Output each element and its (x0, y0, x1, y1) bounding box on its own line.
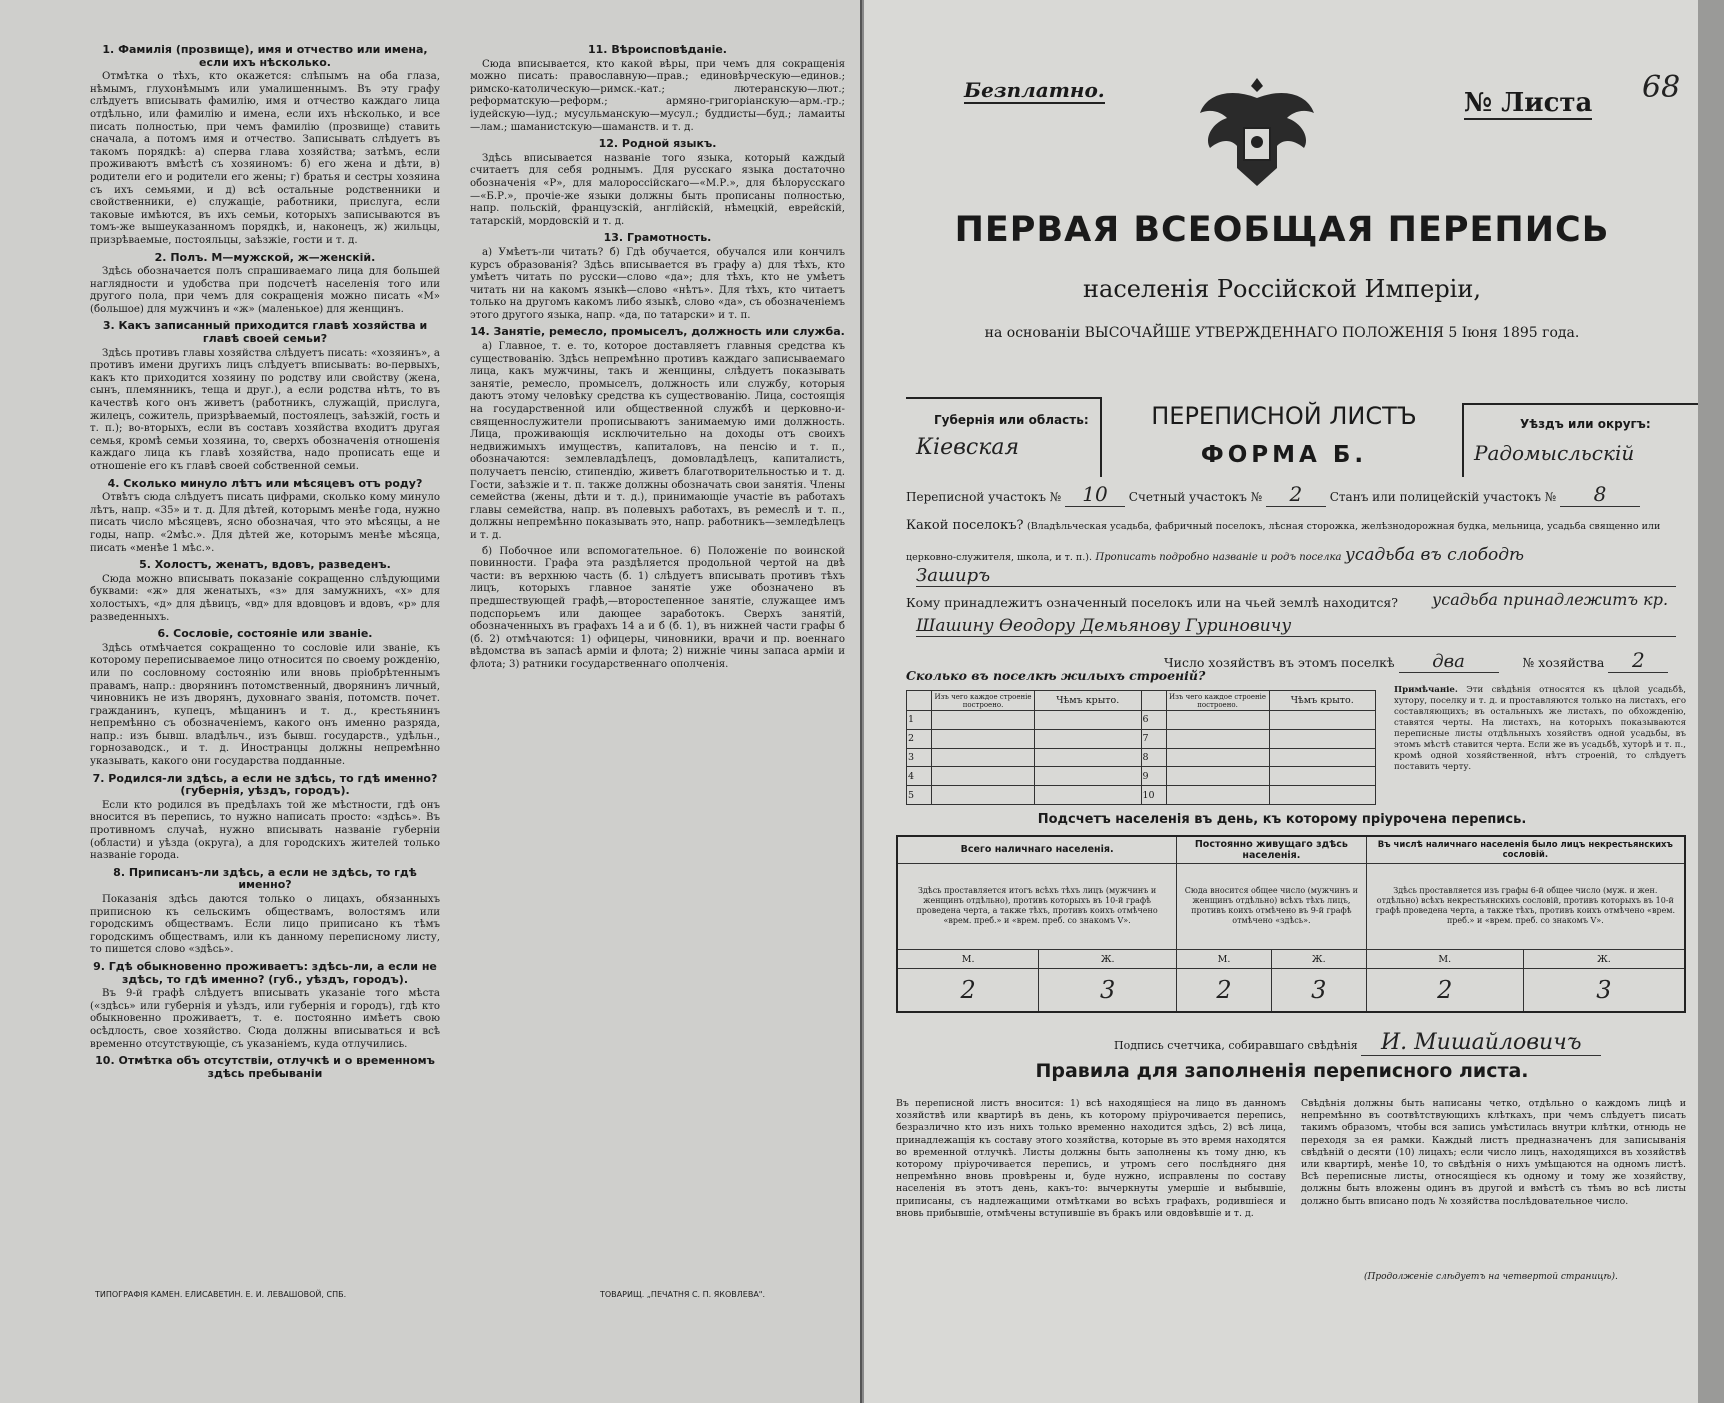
districts-line (906, 482, 1696, 507)
census-basis: на основаніи ВЫСОЧАЙШЕ УТВЕРЖДЕННАГО ПОЛОЖЕНІЯ 5 Іюня 1895 года. (984, 325, 1580, 341)
form-subtitle: ФОРМА Б. (1200, 442, 1368, 468)
instruction-heading: 3. Какъ записанный приходится главѣ хозяйства и главѣ своей семьи? (102, 319, 428, 346)
resident-male: 2 (1177, 969, 1272, 1012)
stan-value: 8 (1560, 482, 1640, 507)
buildings-note: Примѣчаніе. Эти свѣдѣнія относятся къ цѣлой усадьбѣ, хутору, поселку и т. д. и проставляются только на листахъ, его составляющихъ; въ остальныхъ же листахъ, по обхожденію, ставятся черты. На листахъ, на которыхъ показываются переписные листы отдѣльныхъ хозяйствъ одной усадьбы, въ этомъ мѣстѣ ставится черта. Если же въ усадьбѣ, хуторѣ и т. п., кромѣ одной хозяйственной, нѣтъ строеній, то слѣдуетъ поставить черту. (1394, 685, 1687, 772)
instruction-heading: 11. Вѣроисповѣданіе. (588, 43, 727, 56)
instruction-heading: 14. Занятіе, ремесло, промыселъ, должность или служба. (470, 325, 845, 339)
count-district-value: 2 (1266, 482, 1326, 507)
instruction-heading: 8. Приписанъ-ли здѣсь, а если не здѣсь, то гдѣ именно? (113, 865, 417, 892)
instruction-text: Показанія здѣсь даются только о лицахъ, обязанныхъ приписною къ сельскимъ обществамъ, волостямъ или городскимъ обществамъ. Если лицо приписано къ тѣмъ городскимъ обществамъ, или къ данному переписному листу, то пишется слово «здѣсь». (90, 894, 440, 956)
instruction-heading: 10. Отмѣтка объ отсутствіи, отлучкѣ и о временномъ здѣсь пребываніи (95, 1054, 435, 1080)
buildings-question: Сколько въ поселкѣ жилыхъ строеній? (906, 668, 1206, 683)
buildings-table: Изъ чего каждое строеніе построено. Чѣмъ крыто. Изъ чего каждое строеніе построено. Чѣмъ крыто. 1 6 2 7 3 8 4 9 5 10 (906, 690, 1376, 805)
census-subtitle: населенія Россійской Имперіи, (1083, 275, 1481, 303)
instruction-heading: 9. Гдѣ обыкновенно проживаетъ: здѣсь-ли, а если не здѣсь, то гдѣ именно? (губ., уѣздъ, городъ). (93, 959, 437, 986)
population-table: Всего наличнаго населенія. Постоянно живущаго здѣсь населенія. Въ числѣ наличнаго населенія было лицъ некрестьянскихъ сословій. Здѣсь проставляется итогъ всѣхъ тѣхъ лицъ (мужчинъ и женщинъ отдѣльно), противъ которыхъ въ 10-й графѣ проведена черта, а также тѣхъ, противъ коихъ отмѣчено «врем. преб.» и «врем. преб. со знакомъ V». Сюда вносится общее число (мужчинъ и женщинъ отдѣльно) всѣхъ тѣхъ лицъ, противъ коихъ отмѣчено въ 9-й графѣ отмѣчено «здѣсь». Здѣсь проставляется изъ графы 6-й общее число (муж. и жен. отдѣльно) всѣхъ некрестьянскихъ сословій, противъ которыхъ въ 10-й графѣ проведена черта, а также тѣхъ, противъ коихъ отмѣчено «врем. преб.» и «врем. преб. со знакомъ V». М. Ж. М. Ж. М. Ж. 2 3 2 3 2 3 (896, 835, 1686, 1013)
instruction-text: Отвѣтъ сюда слѣдуетъ писать цифрами, сколько кому минуло лѣтъ, напр. «35» и т. д. Для дѣтей, которымъ менѣе года, нужно писать число мѣсяцевъ, ясно обозначая, что это мѣсяцы, а не годы, напр. «2мѣс.». Для дѣтей же, которымъ менѣе мѣсяца, писать «менѣе 1 мѣс.». (90, 492, 440, 554)
stan-label: Станъ или полицейскій участокъ № (1329, 490, 1557, 504)
instruction-text: Здѣсь противъ главы хозяйства слѣдуетъ писать: «хозяинъ», а противъ имени другихъ лицъ слѣдуетъ вписывать: во-первыхъ, какъ кто приходится хозяину по родству или свойству (жена, сынъ, племянникъ, теща и друг.), а если родства нѣтъ, то въ качествѣ кого онъ живетъ (работникъ, служащій, прислуга, жилецъ, сожитель, призрѣваемый, постоялецъ, заѣзжій, гость и т. п.); во-вторыхъ, если въ составъ хозяйства входитъ другая семья, кромѣ семьи хозяина, то, сверхъ обозначенія отношенія каждаго лица къ главѣ хозяйства, надо прописать еще и отношеніе его къ главѣ своей собственной семьи. (90, 347, 440, 472)
census-district-label: Переписной участокъ № (906, 490, 1062, 504)
signature-line: Подпись счетчика, собиравшаго свѣдѣнія И. Мишайловичъ (1114, 1030, 1601, 1056)
settlement-value: усадьба въ слободѣ (1344, 545, 1525, 565)
gubernia-label: Губернія или область: (934, 413, 1089, 427)
instruction-text: Здѣсь отмѣчается сокращенно то сословіе или званіе, къ которому переписываемое лицо относится по своему рожденію, или по сословному состоянію или вновь пріобрѣтеннымъ правамъ, напр.: дворянинъ потомственный, дворянинъ личный, чиновникъ не изъ дворянъ, духовнаго званія, потомств. почет. гражданинъ, купецъ, мѣщанинъ и т. д., крестьянинъ непремѣнно съ обозначеніемъ, какого онъ именно разряда, напр.: изъ бывш. владѣльч., изъ бывш. государств., удѣльн., горнозаводск., и т. д. Иностранцы должны непремѣнно указывать, какого они государства подданные. (90, 642, 440, 768)
census-title: ПЕРВАЯ ВСЕОБЩАЯ ПЕРЕПИСЬ (954, 210, 1610, 250)
resident-female: 3 (1271, 969, 1366, 1012)
household-number-value: 2 (1608, 648, 1668, 673)
uezd-box (1462, 403, 1700, 477)
households-line: Число хозяйствъ въ этомъ поселкѣ два № хозяйства 2 (1164, 648, 1668, 673)
owner-value: усадьба принадлежитъ кр. (1432, 590, 1669, 609)
instruction-heading: 4. Сколько минуло лѣтъ или мѣсяцевъ отъ роду? (107, 476, 423, 490)
settlement-value-2: Заширъ (916, 565, 1676, 587)
instruction-heading: 6. Сословіе, состояніе или званіе. (157, 627, 373, 641)
non-peasant-female: 3 (1523, 969, 1685, 1012)
instruction-text: Здѣсь вписывается названіе того языка, который каждый считаетъ для себя роднымъ. Для русскаго языка достаточно обозначенія «Р», для малороссійскаго—«М.Р.», для бѣлорусскаго—«Б.Р.», прочіе-же языки должны быть прописаны полностью, напр. польскій, французскій, англійскій, нѣмецкій, еврейскій, татарскій, мордовскій и т. д. (470, 152, 845, 227)
instructions-column-2 (470, 40, 845, 1270)
instruction-heading: 12. Родной языкъ. (598, 137, 717, 151)
uezd-label: Уѣздъ или округъ: (1520, 417, 1651, 431)
free-label: Безплатно. (964, 78, 1105, 102)
instruction-text: Отмѣтка о тѣхъ, кто окажется: слѣпымъ на оба глаза, нѣмымъ, глухонѣмымъ или умалишеннымъ. Въ эту графу слѣдуетъ вписывать фамилію, имя и отчество каждаго лица отдѣльно, или фамилію и имена, если ихъ нѣсколько, и все писать полностью, при чемъ фамилію (прозвище) ставить сначала, а потомъ имя и отчество. Записывать слѣдуетъ въ такомъ порядкѣ: а) сперва глава хозяйства; затѣмъ, если проживаютъ вмѣстѣ съ хозяиномъ: б) его жена и дѣти, в) родители его и родители его жены; г) братья и сестры хозяина съ ихъ семьями, и д) всѣ остальные родственники и свойственники, е) служащіе, работники, прислуга, если таковые имѣются, въ ихъ семьи, которыхъ записываются въ томъ-же вышеуказанномъ порядкѣ, и, наконецъ, ж) жильцы, призрѣваемые, постояльцы, заѣзжіе, гости и т. д. (90, 71, 440, 246)
printer-imprint-left: ТИПОГРАФІЯ КАМЕН. ЕЛИСАВЕТИН. Е. И. ЛЕВАШОВОЙ, СПБ. (95, 1290, 347, 1299)
rules-continued: (Продолженіе слѣдуетъ на четвертой страницѣ). (1364, 1272, 1618, 1282)
instruction-text: Если кто родился въ предѣлахъ той же мѣстности, гдѣ онъ вносится въ перепись, то нужно написать просто: «здѣсь». Въ противномъ случаѣ, нужно вписывать названіе губерніи (области) и уѣзда (округа), а для городскихъ жителей только названіе города. (90, 799, 440, 862)
printer-imprint-right: ТОВАРИЩ. „ПЕЧАТНЯ С. П. ЯКОВЛЕВА". (600, 1290, 766, 1299)
instruction-heading: 1. Фамилія (прозвище), имя и отчество или имена, если ихъ нѣсколько. (102, 43, 428, 69)
rules-right: Свѣдѣнія должны быть написаны четко, отдѣльно о каждомъ лицѣ и непремѣнно въ соотвѣтствующихъ клѣткахъ, при чемъ слѣдуетъ писать такимъ образомъ, чтобы вся запись умѣстилась внутри клѣтки, отнюдь не переходя за ея рамки. Каждый листъ предназначенъ для записыванія свѣдѣній о десяти (10) лицахъ; если число лицъ, находящихся въ хозяйствѣ или квартирѣ, менѣе 10, то свѣдѣнія о нихъ умѣщаются на одномъ листѣ. Всѣ переписные листы, относящіеся къ одному и тому же хозяйству, должны быть вложены одинъ въ другой и вмѣстѣ съ тѣмъ во всѣ листы должно быть вписано подъ № хозяйства послѣдовательное число. (1301, 1098, 1686, 1207)
non-peasant-male: 2 (1366, 969, 1523, 1012)
sheet-number-value: 68 (1642, 70, 1681, 105)
rules-left: Въ переписной листъ вносится: 1) всѣ находящіеся на лицо въ данномъ хозяйствѣ или квартирѣ въ день, къ которому пріурочивается перепись, безразлично кто изъ нихъ только временно находится здѣсь, 2) всѣ лица, принадлежащія къ составу этого хозяйства, которые въ это время находятся во временной отлучкѣ. Листы должны быть заполнены къ тому дню, къ которому пріурочивается перепись, и утромъ сего послѣдняго дня непремѣнно вновь провѣрены и, буде нужно, исправлены по составу населенія въ этотъ день, какъ-то: вычеркнуты умершіе и выбывшіе, приписаны, съ надлежащими отмѣтками во всѣхъ графахъ, родившіеся и вновь прибывшіе, отмѣчены вступившіе въ бракъ или овдовѣвшіе и т. д. (896, 1098, 1286, 1219)
instruction-text: б) Побочное или вспомогательное. 6) Положеніе по воинской повинности. Графа эта раздѣляется продольной чертой на двѣ части: въ верхнюю часть (б. 1) слѣдуетъ вписывать противъ тѣхъ лицъ, которыхъ главное занятіе уже обозначено въ предшествующей графѣ,—второстепенное занятіе, служащее имъ подспорьемъ или дающее заработокъ. Сверхъ занятій, обозначенныхъ въ графахъ 14 а и б (б. 1), въ нижней части графы б (б. 2) отмѣчаются: 1) офицеры, чиновники, врачи и пр. военнаго вѣдомства въ запасѣ арміи и флота; 2) нижніе чины запаса арміи и флота; 3) ратники государственнаго ополченія. (470, 545, 845, 670)
instruction-text: Здѣсь обозначается полъ спрашиваемаго лица для большей наглядности и удобства при подсчетѣ населенія того или другого пола, при чемъ для сокращенія можно писать «М» (большое) для мужчинъ и «ж» (маленькое) для женщинъ. (90, 266, 440, 315)
double-headed-eagle-emblem (1192, 68, 1322, 193)
sheet-number-label: № Листа (1464, 88, 1593, 118)
instructions-column-1 (90, 40, 440, 1270)
uezd-value: Радомысльскій (1474, 441, 1635, 465)
instruction-text: а) Умѣетъ-ли читать? б) Гдѣ обучается, обучался или кончилъ курсъ образованія? Здѣсь вписывается въ графу а) для тѣхъ, кто умѣетъ читать по русски—слово «да»; для тѣхъ, кто не умѣетъ читать ни на какомъ языкѣ—слово «нѣтъ». Для тѣхъ, кто читаетъ только на другомъ какомъ либо языкѣ, слово «да», съ обозначеніемъ этого другого языка, напр. «да, по татарски» и т. п. (470, 246, 845, 321)
present-female: 3 (1039, 969, 1177, 1012)
rules-title: Правила для заполненія переписного листа. (1035, 1060, 1529, 1082)
census-district-value: 10 (1065, 482, 1125, 507)
instruction-heading: 2. Полъ. М—мужской, ж—женскій. (154, 250, 376, 264)
instruction-text: а) Главное, т. е. то, которое доставляетъ главныя средства къ существованію. Здѣсь непремѣнно противъ каждаго записываемаго лица, какъ мужчины, такъ и женщины, слѣдуетъ показывать занятіе, ремесло, промыселъ, должность или службу, которыя даютъ этому человѣку средства къ существованію. Лица, состоящія на государственной или общественной службѣ и церковно-и-священнослужители прописываютъ занимаемую ими должность. Лица, проживающія исключительно на доходы отъ своихъ недвижимыхъ имуществъ, капиталовъ, на пенсію и т. п., обозначаются: землевладѣлецъ, домовладѣлецъ, капиталистъ, получаетъ пенсію, стипендію, живетъ благотворительностью и т. д. Гости, заѣзжіе и т. п. также должны обозначать свои занятія. Члены семейства (жены, дѣти и т. д.), принимающіе участіе въ работахъ главы семейства, напр. въ полевыхъ работахъ, въ ремеслѣ и т. п., должны непремѣнно показывать это, напр. работникъ—земледѣлецъ и т. д. (470, 341, 845, 541)
gubernia-box (906, 397, 1102, 477)
instruction-text: Сюда вписывается, кто какой вѣры, при чемъ для сокращенія можно писать: православную—прав.; единовѣрческую—единов.; римско-католическую—римск.-кат.; лютеранскую—лют.; реформатскую—реформ.; армяно-григоріанскую—арм.-гр.; іудейскую—іуд.; мусульманскую—мусул.; буддисты—буд.; ламаиты—лам.; шаманистскую—шаманств. и т. д. (470, 58, 845, 133)
form-title: ПЕРЕПИСНОЙ ЛИСТЪ (1151, 402, 1417, 430)
instruction-text: Сюда можно вписывать показаніе сокращенно слѣдующими буквами: «ж» для женатыхъ, «з» для замужнихъ, «х» для холостыхъ, «д» для дѣвицъ, «вд» для вдовцовъ и вдовъ, «р» для разведенныхъ. (90, 573, 440, 623)
instruction-heading: 7. Родился-ли здѣсь, а если не здѣсь, то гдѣ именно? (губернія, уѣздъ, городъ). (92, 771, 438, 798)
owner-value-2: Шашину Өеодору Демьянову Гуриновичу (916, 616, 1676, 637)
settlement-question: Какой поселокъ? (Владѣльческая усадьба, фабричный поселокъ, лѣсная сторожка, желѣзнодорожная будка, мельница, усадьба священно или церковно-служителя, школа, и т. п.). Прописать подробно названіе и родъ поселка усадьба въ слободѣ (906, 518, 1661, 565)
households-value: два (1399, 651, 1499, 673)
page-edge (1698, 0, 1724, 1403)
count-district-label: Счетный участокъ № (1128, 490, 1263, 504)
enumerator-signature: И. Мишайловичъ (1361, 1030, 1601, 1056)
gubernia-value: Кіевская (916, 435, 1020, 460)
instruction-heading: 5. Холостъ, женатъ, вдовъ, разведенъ. (139, 558, 391, 572)
instruction-heading: 13. Грамотность. (603, 231, 712, 245)
right-page (862, 0, 1698, 1403)
present-male: 2 (897, 969, 1039, 1012)
owner-question: Кому принадлежитъ означенный поселокъ или на чьей землѣ находится? (906, 595, 1398, 610)
instruction-text: Въ 9-й графѣ слѣдуетъ вписывать указаніе того мѣста («здѣсь» или губернія и уѣздъ, или губернія и городъ), гдѣ кто обыкновенно проживаетъ, т. е. постоянно имѣетъ свою осѣдлость, свое хозяйство. Сюда должны вписываться и всѣ временно отсутствующіе, съ указаніемъ, куда отлучились. (90, 988, 440, 1050)
population-title: Подсчетъ населенія въ день, къ которому пріурочена перепись. (1037, 812, 1527, 827)
